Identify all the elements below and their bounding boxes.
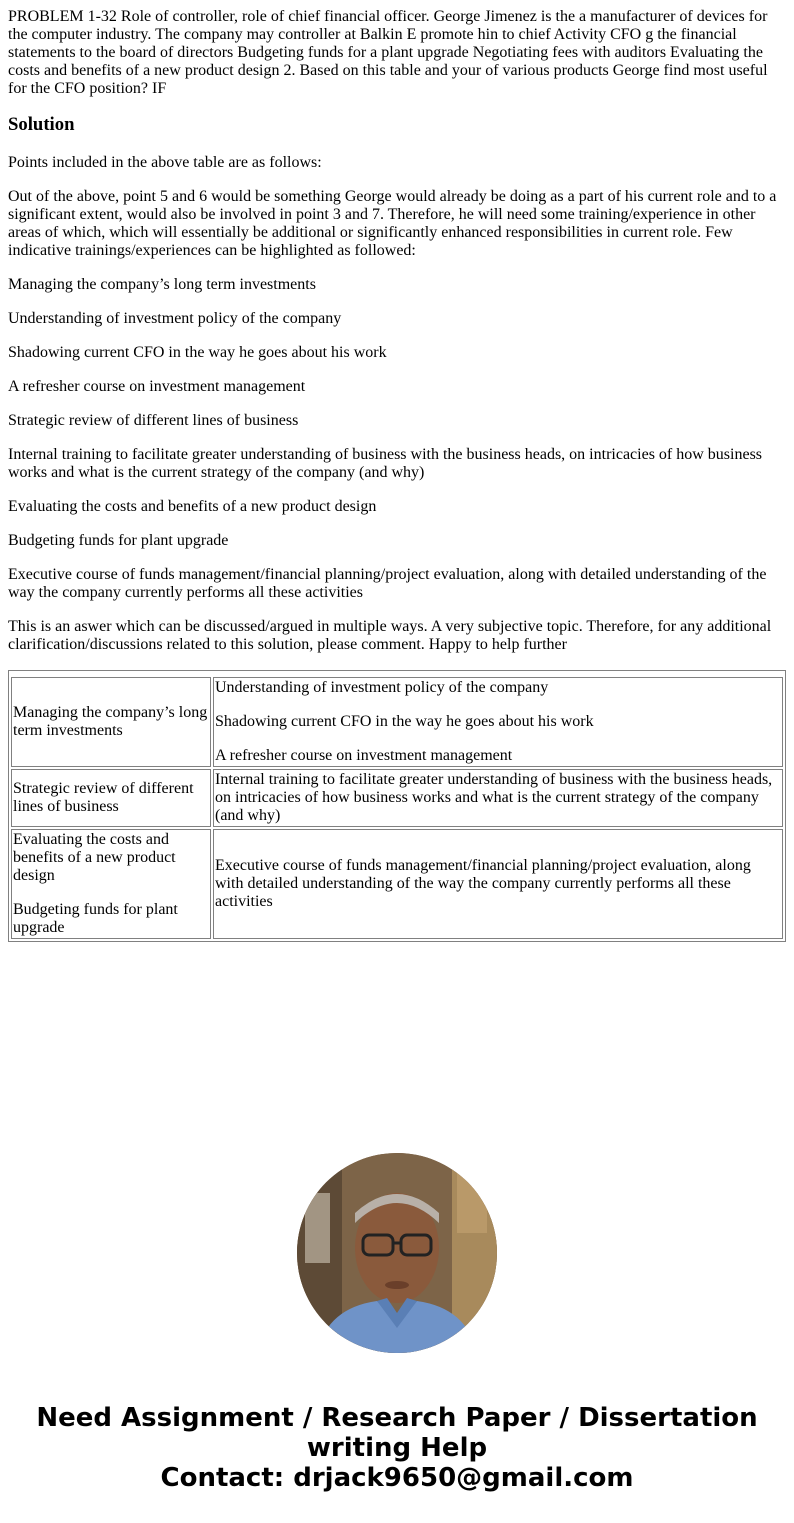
point-paragraph: Managing the company’s long term investments [8, 276, 316, 293]
table-cell-activity [11, 769, 211, 827]
promo-line: writing Help [306, 1433, 488, 1463]
author-portrait [297, 1153, 497, 1353]
cell-text: Strategic review of different lines of business [13, 780, 194, 815]
cell-text: Executive course of funds management/financial planning/project evaluation, along with detailed understanding of the way the company currently performs all these activities [215, 857, 751, 910]
point-paragraph: Evaluating the costs and benefits of a new product design [8, 498, 377, 515]
point-paragraph: Strategic review of different lines of business [8, 412, 299, 429]
promo-text [0, 1403, 794, 1493]
contact-line: Contact: drjack9650@gmail.com [160, 1463, 634, 1493]
intro-paragraph: Points included in the above table are as follows: [8, 154, 322, 171]
training-table [8, 670, 786, 942]
promo-line: Need Assignment / Research Paper / Dissertation [36, 1403, 758, 1433]
table-row [11, 769, 783, 827]
point-paragraph: Budgeting funds for plant upgrade [8, 532, 229, 549]
analysis-paragraph: Out of the above, point 5 and 6 would be something George would already be doing as a part of his current role and to a significant extent, would also be involved in point 3 and 7. Therefore, he will need some training/experience in other areas of which, which will essentially be additional or significantly enhanced responsibilities in current role. Few indicative trainings/experiences can be highlighted as followed: [8, 188, 777, 259]
point-paragraph: Internal training to facilitate greater understanding of business with the business heads, on intricacies of how business works and what is the current strategy of the company (and why) [8, 446, 763, 481]
cell-text: Shadowing current CFO in the way he goes about his work [215, 713, 594, 730]
author-avatar [297, 1153, 497, 1353]
solution-heading: Solution [8, 114, 75, 135]
table-cell-training [213, 769, 783, 827]
table-top-rule [11, 673, 783, 675]
point-paragraph: Executive course of funds management/financial planning/project evaluation, along with detailed understanding of the way the company currently performs all these activities [8, 566, 767, 601]
cell-text: Evaluating the costs and benefits of a new product design [13, 831, 176, 884]
table-cell-training [213, 829, 783, 939]
cell-text: Internal training to facilitate greater understanding of business with the business heads, on intricacies of how business works and what is the current strategy of the company (and why) [215, 771, 773, 824]
table-row [11, 677, 783, 767]
cell-text: A refresher course on investment management [215, 747, 513, 764]
problem-statement: PROBLEM 1-32 Role of controller, role of chief financial officer. George Jimenez is the a manufacturer of devices for the computer industry. The company may controller at Balkin E promote hin to chief Activity CFO g the financial statements to the board of directors Budgeting funds for a plant upgrade Negotiating fees with auditors Evaluating the costs and benefits of a new product design 2. Based on this table and your of various products George find most useful for the CFO position? IF [8, 8, 768, 97]
point-paragraph: A refresher course on investment management [8, 378, 306, 395]
cell-text: Understanding of investment policy of the company [215, 679, 549, 696]
point-paragraph: Shadowing current CFO in the way he goes about his work [8, 344, 387, 361]
table-cell-activity [11, 677, 211, 767]
point-paragraph: Understanding of investment policy of the company [8, 310, 342, 327]
cell-text: Budgeting funds for plant upgrade [13, 901, 178, 936]
closing-paragraph: This is an aswer which can be discussed/argued in multiple ways. A very subjective topic. Therefore, for any additional clarification/discussions related to this solution, please comment. Happy to help further [8, 618, 772, 653]
promo-footer [0, 1153, 794, 1493]
table-cell-training [213, 677, 783, 767]
table-cell-activity [11, 829, 211, 939]
cell-text: Managing the company’s long term investments [13, 704, 208, 739]
table-row [11, 829, 783, 939]
